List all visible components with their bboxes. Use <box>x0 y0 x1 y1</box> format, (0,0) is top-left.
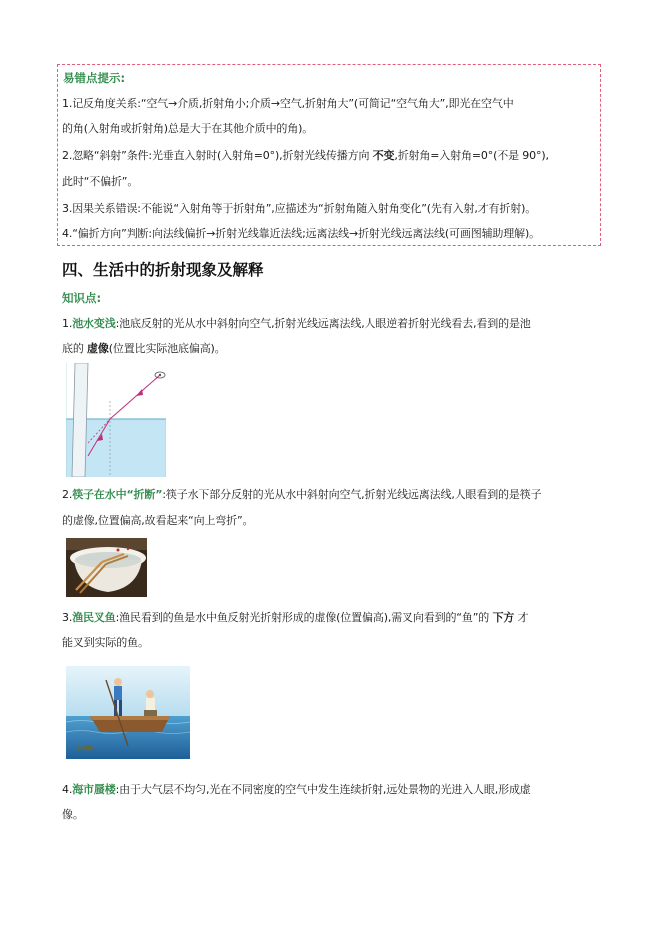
tip-line-4: 4.“偏折方向”判断:向法线偏折→折射光线靠近法线;远离法线→折射光线远离法线(可画图辅助理解)。 <box>62 227 540 240</box>
item-2-line-b: 的虚像,位置偏高,故看起来“向上弯折”。 <box>62 514 254 527</box>
item-1-line-b: 底的 虚像(位置比实际池底偏高)。 <box>62 342 226 355</box>
item-4-line-a: 4.海市蜃楼:由于大气层不均匀,光在不同密度的空气中发生连续折射,远处景物的光进入人眼,形成虚 <box>62 783 531 796</box>
item-2-line-a: 2.筷子在水中“折断”:筷子水下部分反射的光从水中斜射向空气,折射光线远离法线,人眼看到的是筷子 <box>62 488 542 501</box>
chopsticks-bowl-photo <box>66 538 147 597</box>
section-title: 四、生活中的折射现象及解释 <box>62 261 264 279</box>
fisherman-head <box>114 678 122 686</box>
tips-title: 易错点提示: <box>63 71 126 85</box>
item-1-line-a: 1.池水变浅:池底反射的光从水中斜射向空气,折射光线远离法线,人眼逆着折射光线看去,看到的是池 <box>62 317 531 330</box>
fish-icon <box>82 746 94 751</box>
tip-line-2b: 此时“不偏折”。 <box>62 175 139 188</box>
item-3-line-b: 能叉到实际的鱼。 <box>62 636 149 649</box>
tip-line-3: 3.因果关系错误:不能说“入射角等于折射角”,应描述为“折射角随入射角变化”(先有入射,才有折射)。 <box>62 202 537 215</box>
item-4-line-b: 像。 <box>62 808 84 821</box>
tip-line-1b: 的角(入射角或折射角)总是大于在其他介质中的角)。 <box>62 122 314 135</box>
tip-line-2: 2.忽略“斜射”条件:光垂直入射时(入射角=0°),折射光线传播方向 不变,折射角=入射角=0°(不是 90°), <box>62 149 549 162</box>
rod-icon <box>72 363 88 477</box>
fisherman-spearing-illustration <box>66 666 190 759</box>
tip-line-1: 1.记反角度关系:“空气→介质,折射角小;介质→空气,折射角大”(可简记“空气角大”,即光在空气中 <box>62 97 514 110</box>
pool-refraction-figure <box>66 363 166 477</box>
knowledge-point-title: 知识点: <box>62 291 102 305</box>
item-3-line-a: 3.渔民叉鱼:渔民看到的鱼是水中鱼反射光折射形成的虚像(位置偏高),需叉向看到的“鱼”的 下方 才 <box>62 611 529 624</box>
